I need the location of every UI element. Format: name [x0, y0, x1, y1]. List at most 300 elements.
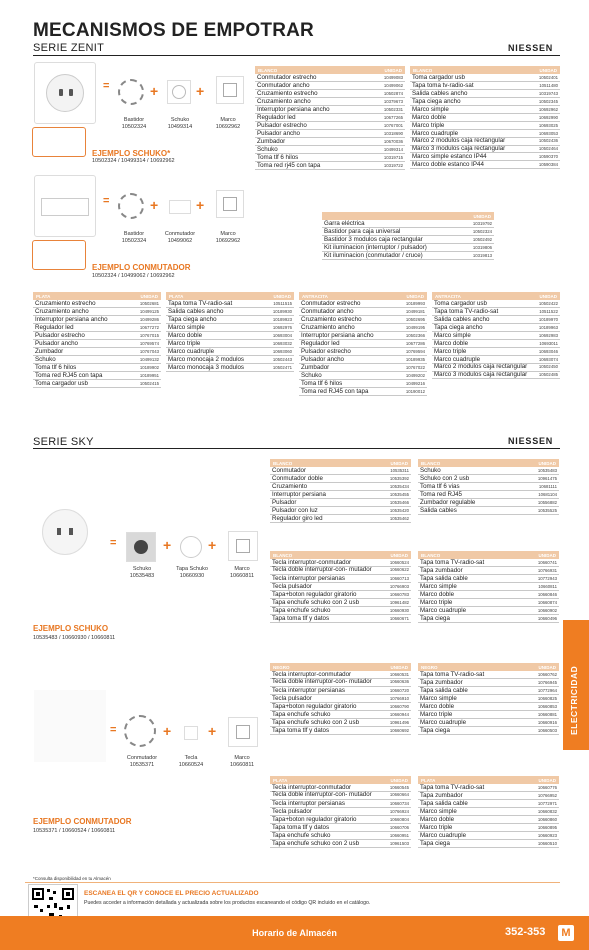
- product-code: 10499195: [405, 325, 425, 330]
- product-name: Tapa toma TV-radio-sat: [168, 300, 233, 307]
- product-name: Tecla pulsador: [272, 694, 312, 702]
- table-row: [418, 792, 559, 800]
- table-header-color: ANTRACITA: [302, 293, 328, 299]
- product-name: Salida cables ancho: [168, 308, 224, 315]
- product-name: Toma red RJ45 con tapa: [35, 372, 103, 379]
- plus-sign: +: [208, 537, 217, 553]
- product-code: 10499202: [405, 373, 425, 378]
- product-name: Tapa ciega ancho: [434, 324, 483, 331]
- table-row: [255, 130, 405, 138]
- sky-conmutador-assembled-image: [34, 690, 106, 762]
- product-name: Tapa enchufe schuko: [272, 606, 331, 614]
- product-code: 10660853: [537, 704, 557, 709]
- product-name: Tecla interruptor-conmutador: [272, 559, 352, 566]
- table-row: [418, 491, 559, 499]
- product-name: Marco simple: [412, 106, 449, 113]
- product-code: 10535455: [389, 492, 409, 497]
- example-codes: 10535371 / 10660524 / 10660811: [33, 828, 116, 834]
- product-code: 10535311: [390, 468, 409, 473]
- product-code: 10660545: [389, 785, 409, 790]
- product-name: Tapa enchufe schuko: [272, 831, 331, 839]
- table-row: [270, 499, 411, 507]
- table-row: [418, 695, 559, 703]
- product-code: 10961503: [389, 840, 409, 846]
- product-name: Marco doble estanco IP44: [412, 161, 484, 168]
- product-name: Bastidor 3 modulos caja rectangular: [324, 236, 423, 243]
- table-header: [270, 551, 411, 559]
- equals-sign: =: [110, 724, 117, 736]
- table-row: [270, 679, 411, 687]
- product-code: 10660622: [389, 567, 409, 572]
- product-name: Tapa zumbador: [420, 679, 463, 686]
- zenit-table-7: [432, 292, 560, 379]
- product-code: 10660762: [537, 672, 557, 677]
- footer-store-hours: Horario de Almacén: [252, 928, 337, 938]
- table-row: [322, 228, 494, 236]
- product-code: 10189951: [139, 373, 159, 378]
- product-code: 10693074: [538, 357, 558, 362]
- sky-conmutador-item-3: Marco 10660811: [229, 755, 255, 768]
- product-code: 10502401: [538, 75, 558, 80]
- table-header-unit: UNIDAD: [140, 293, 158, 299]
- table-row: [418, 840, 559, 848]
- product-name: Marco simple: [420, 695, 457, 702]
- table-row: [33, 348, 161, 356]
- product-name: Conmutador ancho: [301, 308, 354, 315]
- brand-logo-icon: M: [558, 925, 574, 941]
- sky-schuko-cover-image: [180, 536, 202, 558]
- table-row: [33, 324, 161, 332]
- table-row: [270, 507, 411, 515]
- table-row: [410, 122, 560, 130]
- product-name: Marco triple: [168, 340, 201, 347]
- table-row: [270, 824, 411, 832]
- product-name: Marco triple: [434, 348, 467, 355]
- product-code: 10961496: [389, 719, 409, 725]
- table-row: [166, 364, 294, 372]
- product-name: Marco 3 modulos caja rectangular: [412, 144, 506, 152]
- product-code: 10189930: [272, 309, 292, 314]
- example-codes: 10502324 / 10499314 / 10692962: [92, 158, 175, 164]
- product-code: 10502324: [472, 229, 492, 234]
- product-code: 10590370: [538, 154, 558, 159]
- product-code: 10692983: [538, 333, 558, 338]
- table-row: [432, 348, 560, 356]
- table-row: [418, 575, 559, 583]
- table-row: [432, 308, 560, 316]
- product-code: 10693060: [272, 349, 292, 354]
- zenit-table-1: [255, 66, 405, 170]
- table-row: [410, 146, 560, 154]
- product-name: Tapa toma TV-radio-sat: [420, 559, 485, 566]
- table-row: [418, 816, 559, 824]
- table-row: [418, 499, 559, 507]
- product-name: Marco triple: [420, 599, 453, 606]
- product-code: 10660916: [537, 720, 557, 725]
- table-row: [270, 792, 411, 800]
- zenit-table-6: [299, 292, 427, 396]
- example-frame: [32, 127, 86, 157]
- product-name: Marco simple: [420, 808, 457, 815]
- sky-table-3: [270, 551, 411, 623]
- table-header-color: NEGRO: [421, 664, 438, 670]
- table-header: [33, 292, 161, 300]
- table-header: [418, 776, 559, 784]
- product-name: Marco doble: [420, 591, 455, 598]
- product-code: 10189935: [405, 357, 425, 362]
- product-name: Tecla interruptor persianas: [272, 574, 345, 582]
- table-header: [166, 292, 294, 300]
- table-row: [432, 332, 560, 340]
- table-row: [299, 380, 427, 388]
- product-code: 10660825: [537, 696, 557, 701]
- plus-sign: +: [150, 83, 159, 99]
- product-code: 10502366: [405, 333, 425, 338]
- product-code: 10499314: [383, 147, 403, 152]
- table-row: [299, 308, 427, 316]
- product-code: 10660664: [389, 792, 409, 797]
- product-name: Marco cuadruple: [420, 719, 467, 726]
- product-code: 10677272: [139, 325, 159, 330]
- sky-tecla-image: [184, 726, 198, 740]
- page-title: MECANISMOS DE EMPOTRAR: [33, 20, 314, 41]
- frame-image: [216, 76, 244, 104]
- product-code: 10502681: [139, 301, 159, 306]
- product-code: 10535525: [537, 508, 557, 513]
- product-name: Zumbador: [257, 138, 286, 145]
- product-name: Marco simple: [168, 324, 205, 331]
- table-header-color: BLANCO: [421, 552, 441, 558]
- product-code: 10502415: [139, 381, 159, 386]
- product-name: Marco cuadruple: [434, 356, 481, 363]
- product-name: Kit iluminacion (conmutador / cruce): [324, 252, 423, 259]
- table-row: [418, 607, 559, 615]
- product-code: 10766924: [389, 808, 409, 814]
- product-name: Interruptor persiana ancho: [257, 106, 330, 113]
- table-row: [418, 671, 559, 679]
- product-name: Tapa toma TV-radio-sat: [420, 784, 485, 791]
- product-code: 10766931: [537, 568, 557, 573]
- product-name: Marco triple: [420, 824, 453, 831]
- product-name: Tapa+boton regulador giratorio: [272, 590, 357, 598]
- table-row: [270, 467, 411, 475]
- product-code: 10693046: [538, 349, 558, 354]
- product-code: 10189923: [272, 317, 292, 322]
- product-code: 10660510: [537, 841, 557, 846]
- table-header-color: BLANCO: [258, 67, 278, 73]
- example-label: EJEMPLO CONMUTADOR: [92, 263, 191, 272]
- product-name: Salida cables: [420, 507, 457, 514]
- product-code: 10660895: [537, 825, 557, 830]
- product-code: 10660874: [537, 600, 557, 605]
- product-code: 10660846: [537, 592, 557, 597]
- table-row: [270, 567, 411, 575]
- product-name: Pulsador ancho: [35, 340, 78, 347]
- product-code: 10511480: [539, 83, 558, 88]
- product-code: 10693025: [538, 123, 558, 128]
- product-name: Marco 3 modulos caja rectangular: [434, 370, 528, 378]
- zenit-schuko-item-3: Marco 10692962: [215, 117, 241, 130]
- table-header: [299, 292, 427, 300]
- product-name: Tecla interruptor-conmutador: [272, 671, 352, 678]
- product-code: 10660881: [537, 712, 557, 717]
- product-code: 10502485: [538, 371, 558, 377]
- table-row: [299, 356, 427, 364]
- zenit-table-4: [33, 292, 161, 388]
- table-row: [33, 332, 161, 340]
- product-name: Tapa zumbador: [420, 792, 463, 799]
- table-header-color: BLANCO: [273, 460, 293, 466]
- product-code: 10190012: [405, 389, 425, 394]
- product-code: 10189902: [139, 365, 159, 370]
- sky-table-4: [418, 551, 559, 623]
- product-name: Regulador led: [301, 340, 340, 347]
- table-row: [270, 800, 411, 808]
- product-code: 10660496: [537, 616, 557, 621]
- brand-logo-zenit: NIESSEN: [508, 43, 554, 53]
- page-numbers: 352-353: [505, 926, 546, 938]
- product-code: 10535462: [389, 516, 409, 521]
- table-row: [270, 711, 411, 719]
- product-name: Toma tlf 6 vias: [420, 483, 460, 490]
- sky-table-1: [270, 459, 411, 523]
- frame-image: [216, 190, 244, 218]
- product-name: Schuko: [257, 146, 278, 153]
- frame-image: [228, 717, 258, 747]
- product-name: Tapa enchufe schuko con 2 usb: [272, 598, 360, 606]
- table-row: [166, 356, 294, 364]
- product-code: 10769594: [405, 349, 425, 354]
- table-row: [270, 832, 411, 840]
- sky-schuko-item-1: Schuko 10535483: [129, 566, 155, 579]
- sky-conmutador-module-image: [124, 715, 156, 747]
- product-name: Toma tlf 6 hilos: [35, 364, 77, 371]
- product-code: 10502345: [538, 99, 558, 104]
- product-code: 10772943: [537, 576, 557, 581]
- table-header: [432, 292, 560, 300]
- product-code: 10556882: [537, 500, 557, 505]
- product-name: Tapa ciega ancho: [168, 316, 217, 323]
- product-name: Bastidor para caja universal: [324, 228, 401, 235]
- table-row: [270, 727, 411, 735]
- product-name: Marco doble: [420, 816, 455, 823]
- product-name: Interruptor persiana: [272, 491, 326, 498]
- product-code: 10502331: [383, 107, 403, 112]
- table-row: [255, 162, 405, 170]
- table-row: [299, 332, 427, 340]
- product-code: 10535420: [389, 508, 409, 513]
- product-code: 10660902: [537, 608, 557, 613]
- zenit-schuko-item-2: Schuko 10499314: [167, 117, 193, 130]
- table-header-color: ANTRACITA: [435, 293, 461, 299]
- table-row: [33, 316, 161, 324]
- product-code: 10502450: [538, 364, 558, 369]
- product-name: Tapa salida cable: [420, 800, 468, 807]
- conmutador-module-image: [169, 200, 191, 214]
- table-row: [418, 687, 559, 695]
- table-row: [255, 106, 405, 114]
- table-header-color: PLATA: [421, 777, 436, 783]
- product-code: 10502695: [405, 317, 425, 322]
- plus-sign: +: [208, 723, 217, 739]
- table-row: [418, 800, 559, 808]
- table-row: [270, 591, 411, 599]
- table-header: [418, 551, 559, 559]
- product-code: 10499286: [139, 317, 159, 322]
- product-name: Toma cargador usb: [35, 380, 88, 387]
- product-name: Tapa toma TV-radio-sat: [434, 308, 499, 315]
- table-row: [270, 599, 411, 607]
- product-code: 10660741: [537, 560, 557, 565]
- table-row: [418, 467, 559, 475]
- product-code: 10502874: [383, 91, 403, 96]
- table-row: [418, 475, 559, 483]
- product-name: Tecla doble interruptor-con- mutador: [272, 566, 372, 573]
- product-name: Tapa enchufe schuko con 2 usb: [272, 718, 360, 726]
- product-code: 10693032: [272, 341, 292, 346]
- table-row: [166, 332, 294, 340]
- product-code: 10318690: [383, 131, 403, 136]
- product-name: Toma red rj45 con tapa: [257, 162, 321, 169]
- table-row: [410, 153, 560, 161]
- table-row: [33, 308, 161, 316]
- table-row: [418, 727, 559, 735]
- table-header-unit: UNIDAD: [538, 552, 556, 558]
- product-name: Tapa ciega ancho: [412, 98, 461, 105]
- product-name: Conmutador estrecho: [257, 74, 317, 81]
- product-name: Cruzamiento estrecho: [35, 300, 96, 307]
- sky-schuko-module-image: [126, 532, 156, 562]
- product-code: 10660923: [537, 833, 557, 838]
- product-name: Marco doble: [434, 340, 469, 347]
- qr-text: Puedes acceder a información detallada y actualizada sobre los productos escaneando el código QR incluido en el catálogo.: [84, 900, 371, 906]
- product-code: 10319792: [472, 221, 492, 226]
- table-row: [270, 475, 411, 483]
- table-row: [33, 372, 161, 380]
- product-code: 10511515: [273, 301, 292, 306]
- product-name: Marco simple: [434, 332, 471, 339]
- table-row: [33, 364, 161, 372]
- zenit-conmutador-item-3: Marco 10692962: [215, 231, 241, 244]
- plus-sign: +: [163, 537, 172, 553]
- table-row: [299, 324, 427, 332]
- sky-table-5: [270, 663, 411, 735]
- product-name: Schuko: [301, 372, 322, 379]
- table-row: [270, 491, 411, 499]
- product-code: 10677286: [405, 341, 425, 346]
- table-row: [418, 719, 559, 727]
- product-code: 10502422: [538, 301, 558, 306]
- product-code: 10961482: [389, 599, 409, 605]
- product-name: Marco 2 modulos caja rectangular: [412, 137, 506, 144]
- table-row: [322, 244, 494, 252]
- product-name: Pulsador ancho: [301, 356, 344, 363]
- product-name: Toma tlf 6 hilos: [257, 154, 299, 161]
- table-row: [255, 74, 405, 82]
- product-code: 10772964: [537, 688, 557, 693]
- table-row: [418, 832, 559, 840]
- product-name: Conmutador estrecho: [301, 300, 361, 307]
- product-name: Toma tlf 6 hilos: [301, 380, 343, 387]
- product-code: 10660832: [537, 809, 557, 814]
- product-code: 10319722: [383, 163, 403, 168]
- product-code: 10660734: [389, 800, 409, 806]
- divider: [25, 882, 560, 883]
- table-row: [255, 138, 405, 146]
- table-row: [166, 308, 294, 316]
- table-header-unit: UNIDAD: [390, 552, 408, 558]
- product-code: 10660524: [389, 560, 409, 565]
- product-code: 10692962: [538, 107, 558, 112]
- product-code: 10772971: [537, 801, 557, 806]
- product-name: Tapa salida cable: [420, 687, 468, 694]
- product-name: Interruptor persiana ancho: [301, 332, 374, 339]
- product-name: Tapa salida cable: [420, 575, 468, 582]
- product-code: 10535466: [389, 500, 409, 505]
- zenit-table-3: [322, 212, 494, 260]
- product-code: 10693011: [539, 341, 558, 346]
- side-tab-electricidad[interactable]: ELECTRICIDAD: [563, 620, 589, 750]
- product-code: 10767001: [383, 123, 403, 128]
- schuko-assembled-image: [34, 62, 96, 124]
- product-name: Tapa ciega: [420, 840, 450, 847]
- table-header-unit: UNIDAD: [384, 67, 402, 73]
- table-row: [270, 816, 411, 824]
- product-name: Garra eléctrica: [324, 220, 365, 227]
- table-row: [299, 316, 427, 324]
- table-row: [270, 607, 411, 615]
- product-code: 10319715: [383, 155, 403, 160]
- table-row: [270, 703, 411, 711]
- sky-schuko-item-3: Marco 10660811: [229, 566, 255, 579]
- product-name: Pulsador estrecho: [35, 332, 85, 339]
- product-name: Cruzamiento ancho: [35, 308, 89, 315]
- plus-sign: +: [163, 723, 172, 739]
- plus-sign: +: [196, 197, 205, 213]
- product-code: 10692990: [538, 115, 558, 120]
- table-header-color: NEGRO: [273, 664, 290, 670]
- product-code: 10502464: [538, 145, 558, 151]
- product-name: Marco triple: [420, 711, 453, 718]
- table-header: [270, 663, 411, 671]
- product-name: Cruzamiento ancho: [301, 324, 355, 331]
- bastidor-image: [118, 79, 144, 105]
- product-code: 10660790: [389, 703, 409, 709]
- table-row: [270, 583, 411, 591]
- zenit-conmutador-item-1: Bastidor 10502324: [121, 231, 147, 244]
- table-row: [432, 324, 560, 332]
- table-row: [166, 324, 294, 332]
- product-code: 10319806: [472, 245, 492, 250]
- product-name: Tapa ciega: [420, 727, 450, 734]
- product-name: Zumbador: [35, 348, 64, 355]
- schuko-module-image: [167, 80, 191, 104]
- table-header-unit: UNIDAD: [538, 460, 556, 466]
- table-header: [270, 459, 411, 467]
- product-code: 10499083: [383, 75, 403, 80]
- product-code: 10766945: [537, 680, 557, 685]
- table-row: [270, 483, 411, 491]
- table-row: [410, 114, 560, 122]
- table-row: [270, 575, 411, 583]
- table-row: [418, 559, 559, 567]
- product-name: Cruzamiento estrecho: [257, 90, 318, 97]
- product-name: Cruzamiento estrecho: [301, 316, 362, 323]
- product-code: 10677265: [383, 115, 403, 120]
- table-row: [410, 82, 560, 90]
- table-row: [418, 599, 559, 607]
- product-name: Tapa enchufe schuko: [272, 710, 331, 718]
